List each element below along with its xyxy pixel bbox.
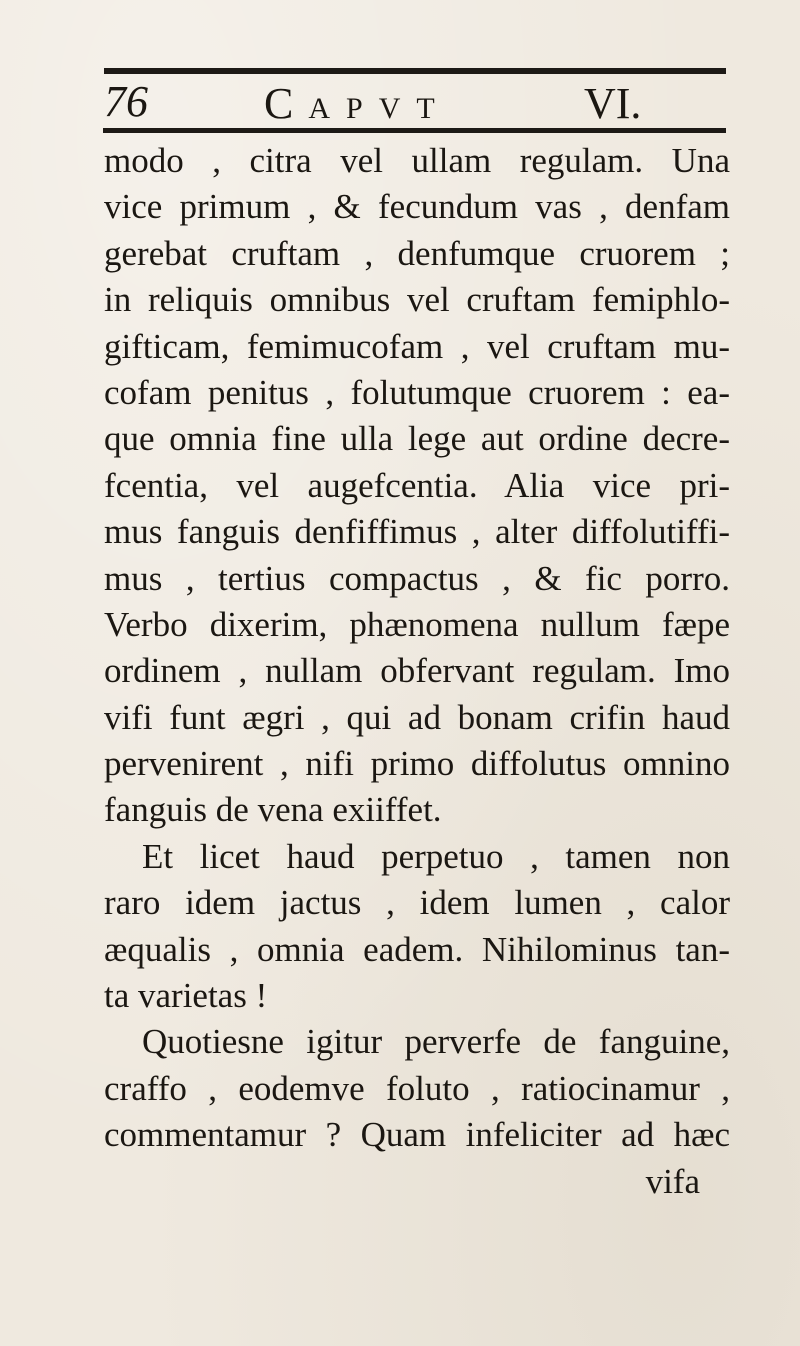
text-line: mus fanguis denfiffimus , alter diffolutiffi-	[104, 512, 730, 552]
catchword: vifa	[645, 1161, 700, 1201]
body-text	[104, 138, 730, 1205]
page-number: 76	[104, 77, 148, 126]
text-line: cofam penitus , folutumque cruorem : ea-	[104, 372, 730, 412]
text-line: raro idem jactus , idem lumen , calor	[104, 883, 730, 923]
text-line: vifi funt ægri , qui ad bonam crifin haud	[104, 697, 730, 737]
running-head-rest: APVT	[308, 92, 451, 125]
text-line: craffo , eodemve foluto , ratiocinamur ,	[104, 1068, 730, 1108]
page-header	[104, 74, 726, 128]
text-line: mus , tertius compactus , & fic porro.	[104, 558, 730, 598]
text-line: æqualis , omnia eadem. Nihilominus tan-	[104, 929, 730, 969]
text-line: fcentia, vel augefcentia. Alia vice pri-	[104, 465, 730, 505]
text-line: modo , citra vel ullam regulam. Una	[104, 141, 730, 180]
chapter-number: VI.	[584, 79, 642, 128]
header-bottom-rule	[103, 128, 726, 133]
text-line: commentamur ? Quam infeliciter ad hæc	[104, 1115, 730, 1155]
text-line: Et licet haud perpetuo , tamen non	[142, 836, 730, 876]
text-line: fanguis de vena exiiffet.	[104, 790, 442, 830]
text-line: gifticam, femimucofam , vel cruftam mu-	[104, 326, 730, 366]
running-head-initial: C	[264, 79, 296, 128]
text-line: ta varietas !	[104, 976, 268, 1016]
text-line: Verbo dixerim, phænomena nullum fæpe	[104, 604, 730, 644]
text-line: gerebat cruftam , denfumque cruorem ;	[104, 233, 730, 273]
text-line: Quotiesne igitur perverfe de fanguine,	[142, 1022, 730, 1062]
text-line: pervenirent , nifi primo diffolutus omnino	[104, 744, 730, 784]
text-line: ordinem , nullam obfervant regulam. Imo	[104, 651, 730, 691]
running-head	[264, 80, 451, 133]
text-line: que omnia fine ulla lege aut ordine decre-	[104, 419, 730, 459]
text-line: vice primum , & fecundum vas , denfam	[104, 187, 730, 227]
text-line: in reliquis omnibus vel cruftam femiphlo-	[104, 280, 730, 320]
